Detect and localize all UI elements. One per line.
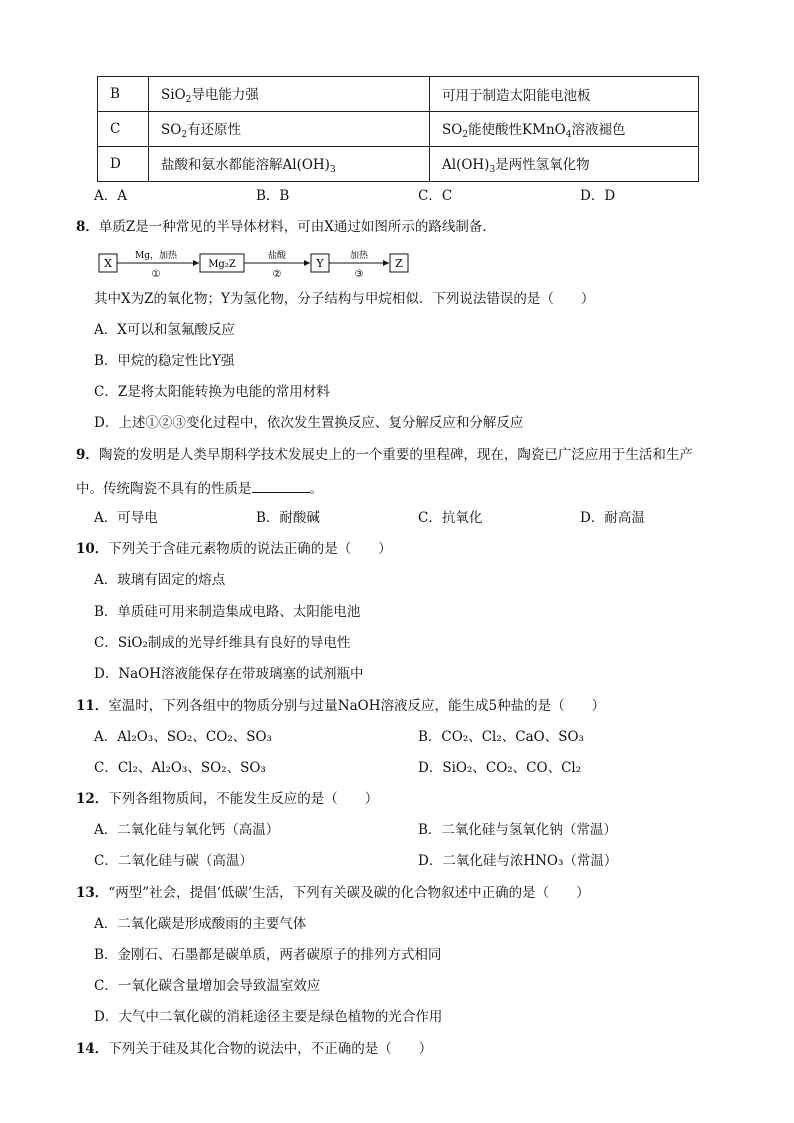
q9-option-a: A．可导电: [94, 510, 158, 526]
row-reason: $SO_2$能使酸性KMnO$_4$溶液褪色: [430, 112, 699, 147]
q8-option-d: D．上述①②③变化过程中，依次发生置换反应、复分解反应和分解反应: [94, 415, 524, 431]
table-row: [98, 147, 699, 182]
q13-option-c: C．一氧化碳含量增加会导致温室效应: [94, 978, 321, 994]
q8-option-c: C．Z是将太阳能转换为电能的常用材料: [94, 384, 330, 400]
row-statement: 盐酸和氨水都能溶解$Al(OH)_3$: [149, 147, 430, 182]
q10-option-d: D．NaOH溶液能保存在带玻璃塞的试剂瓶中: [94, 666, 364, 682]
q11-stem: 11．室温时，下列各组中的物质分别与过量NaOH溶液反应，能生成5种盐的是（ ）: [76, 698, 606, 714]
q7-option-b: B．B: [256, 188, 290, 204]
table-row: [98, 77, 699, 112]
q10-option-c: C．SiO₂制成的光导纤维具有良好的导电性: [94, 635, 351, 651]
step2-condition: 盐酸: [267, 251, 287, 261]
q7-option-d: D．D: [580, 188, 616, 204]
q13-option-b: B．金刚石、石墨都是碳单质，两者碳原子的排列方式相同: [94, 947, 442, 963]
step3-condition: 加热: [349, 251, 369, 261]
label-mg2z: Mg₂Z: [208, 259, 236, 270]
answer-blank: [252, 480, 310, 493]
q10-option-b: B．单质硅可用来制造集成电路、太阳能电池: [94, 604, 361, 620]
arrowhead-2: [304, 260, 310, 266]
row-reason: 可用于制造太阳能电池板: [430, 77, 699, 112]
step3-number: ③: [354, 269, 364, 280]
label-z: Z: [395, 257, 403, 270]
q11-option-b: B．CO₂、Cl₂、CaO、SO₃: [418, 729, 584, 745]
row-label: D: [98, 147, 149, 182]
row-label: C: [98, 112, 149, 147]
table-row: [98, 112, 699, 147]
label-y: Y: [316, 257, 324, 270]
step1-number: ①: [151, 269, 161, 280]
q9-stem: 9．陶瓷的发明是人类早期科学技术发展史上的一个重要的里程碑，现在，陶瓷已广泛应用于生活和生产: [76, 447, 693, 463]
q10-stem: 10．下列关于含硅元素物质的说法正确的是（ ）: [76, 541, 392, 557]
row-statement: SiO$_2$导电能力强: [149, 77, 430, 112]
arrowhead-1: [193, 260, 199, 266]
arrowhead-3: [383, 260, 389, 266]
q9-option-c: C．抗氧化: [418, 510, 483, 526]
q14-stem: 14．下列关于硅及其化合物的说法中，不正确的是（ ）: [76, 1041, 433, 1057]
q13-option-d: D．大气中二氧化碳的消耗途径主要是绿色植物的光合作用: [94, 1009, 443, 1025]
q11-option-d: D．SiO₂、CO₂、CO、Cl₂: [418, 760, 582, 776]
q11-option-a: A．Al₂O₃、SO₂、CO₂、SO₃: [94, 729, 272, 745]
q8-stem-continued: 其中X为Z的氧化物；Y为氢化物，分子结构与甲烷相似．下列说法错误的是（ ）: [94, 291, 595, 307]
step1-condition: Mg，加热: [135, 251, 177, 261]
q11-option-c: C．Cl₂、Al₂O₃、SO₂、SO₃: [94, 760, 266, 776]
q10-option-a: A．玻璃有固定的熔点: [94, 572, 226, 588]
q9-option-b: B．耐酸碱: [256, 510, 320, 526]
label-x: X: [104, 257, 112, 270]
q12-option-b: B．二氧化硅与氢氧化钠（常温）: [418, 822, 617, 838]
q12-option-d: D．二氧化硅与浓HNO₃（常温）: [418, 853, 618, 869]
q12-option-c: C．二氧化硅与碳（高温）: [94, 853, 253, 869]
q12-stem: 12．下列各组物质间，不能发生反应的是（ ）: [76, 791, 379, 807]
row-label: B: [98, 77, 149, 112]
q8-stem: 8．单质Z是一种常见的半导体材料，可由X通过如图所示的路线制备．: [76, 219, 496, 235]
q9-stem-line2: 中。传统陶瓷不具有的性质是 。: [76, 481, 323, 497]
q8-option-b: B．甲烷的稳定性比Y强: [94, 353, 235, 369]
step2-number: ②: [272, 269, 282, 280]
q7-options-table: [97, 76, 699, 182]
q8-synthesis-diagram: [95, 247, 415, 281]
row-statement: $SO_2$有还原性: [149, 112, 430, 147]
q13-option-a: A．二氧化碳是形成酸雨的主要气体: [94, 916, 307, 932]
q8-option-a: A．X可以和氢氟酸反应: [94, 322, 235, 338]
q7-option-a: A．A: [94, 188, 127, 204]
row-reason: $Al(OH)_3$是两性氢氧化物: [430, 147, 699, 182]
q7-option-c: C．C: [418, 188, 453, 204]
q12-option-a: A．二氧化硅与氧化钙（高温）: [94, 822, 280, 838]
q13-stem: 13．“两型”社会，提倡‘低碳’生活，下列有关碳及碳的化合物叙述中正确的是（ ）: [76, 885, 590, 901]
q9-option-d: D．耐高温: [580, 510, 645, 526]
